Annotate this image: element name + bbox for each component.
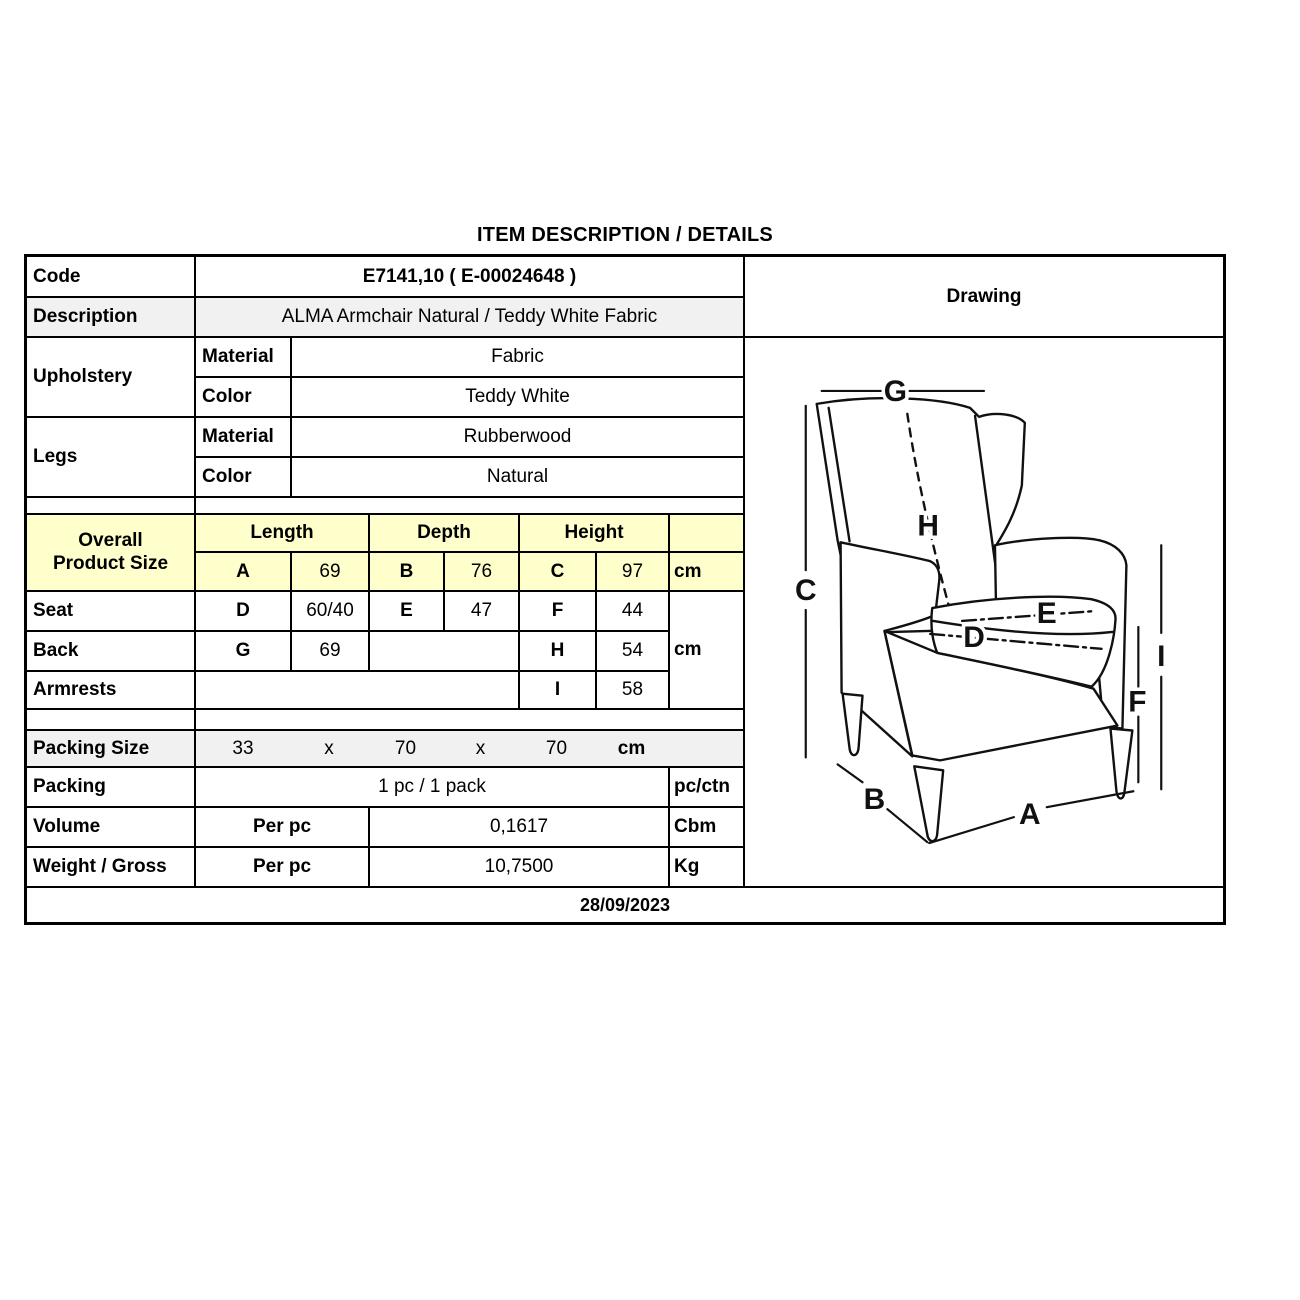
spacer-cell	[196, 710, 745, 731]
chair-leg-front	[914, 766, 943, 841]
volume-value: 0,1617	[370, 808, 670, 848]
code-label: Code	[27, 257, 196, 298]
legs-material-label: Material	[196, 418, 292, 458]
drawing-label-e: E	[1036, 596, 1057, 630]
drawing-label-d: D	[963, 620, 985, 654]
empty-unit-header	[670, 515, 745, 553]
packing-sep2: x	[475, 737, 486, 759]
seat-label: Seat	[27, 592, 196, 632]
legs-label: Legs	[27, 418, 196, 498]
drawing-label-f: F	[1128, 685, 1147, 719]
drawing-header: Drawing	[745, 257, 1223, 338]
dim-value-a: 69	[292, 553, 370, 592]
dim-letter-e: E	[370, 592, 445, 632]
drawing-label-c: C	[794, 574, 817, 608]
height-header: Height	[520, 515, 670, 553]
upholstery-label: Upholstery	[27, 338, 196, 418]
dim-value-c: 97	[597, 553, 670, 592]
dim-value-f: 44	[597, 592, 670, 632]
volume-label: Volume	[27, 808, 196, 848]
dim-letter-a: A	[196, 553, 292, 592]
packing-label: Packing	[27, 768, 196, 808]
packing-dim-unit: cm	[617, 737, 646, 759]
drawing-label-b: B	[863, 783, 886, 817]
dim-value-g: 69	[292, 632, 370, 672]
legs-color-value: Natural	[292, 458, 745, 498]
drawing-label-a: A	[1019, 798, 1041, 832]
dim-letter-f: F	[520, 592, 597, 632]
drawing-label-i: I	[1157, 639, 1166, 673]
chair-leg-right	[1110, 729, 1132, 799]
empty-cell	[370, 632, 520, 672]
date-value: 28/09/2023	[579, 894, 671, 915]
empty-cell	[196, 672, 520, 710]
legs-material-value: Rubberwood	[292, 418, 745, 458]
packing-dim3: 70	[545, 737, 568, 759]
dim-letter-i: I	[520, 672, 597, 710]
overall-size-label-line1: Overall	[78, 530, 143, 552]
armchair-drawing	[745, 338, 1221, 886]
armrests-label: Armrests	[27, 672, 196, 710]
packing-value: 1 pc / 1 pack	[196, 768, 670, 808]
volume-unit: Cbm	[670, 808, 745, 848]
code-value: E7141,10 ( E-00024648 )	[196, 257, 745, 298]
upholstery-material-value: Fabric	[292, 338, 745, 378]
upholstery-color-value: Teddy White	[292, 378, 745, 418]
packing-sep1: x	[324, 737, 334, 759]
overall-size-label-line2: Product Size	[52, 552, 169, 574]
packing-dim2: 70	[394, 737, 417, 759]
packing-size-value	[196, 731, 745, 768]
spacer-cell	[196, 498, 745, 515]
legs-color-label: Color	[196, 458, 292, 498]
overall-unit: cm	[670, 553, 745, 592]
volume-per: Per pc	[196, 808, 370, 848]
dim-value-h: 54	[597, 632, 670, 672]
description-value: ALMA Armchair Natural / Teddy White Fabric	[196, 298, 745, 338]
dim-value-b: 76	[445, 553, 520, 592]
packing-unit: pc/ctn	[670, 768, 745, 808]
dim-value-e: 47	[445, 592, 520, 632]
detail-unit: cm	[670, 592, 745, 710]
dim-letter-c: C	[520, 553, 597, 592]
weight-value: 10,7500	[370, 848, 670, 888]
overall-size-label	[27, 515, 196, 592]
upholstery-color-label: Color	[196, 378, 292, 418]
length-header: Length	[196, 515, 370, 553]
page-title: ITEM DESCRIPTION / DETAILS	[477, 224, 773, 246]
dim-letter-h: H	[520, 632, 597, 672]
drawing-label-g: G	[883, 374, 907, 408]
chair-leg-left	[843, 694, 863, 755]
spacer-cell	[27, 710, 196, 731]
back-label: Back	[27, 632, 196, 672]
spacer-cell	[27, 498, 196, 515]
dim-letter-g: G	[196, 632, 292, 672]
spec-table	[24, 254, 1226, 925]
upholstery-material-label: Material	[196, 338, 292, 378]
weight-label: Weight / Gross	[27, 848, 196, 888]
drawing-label-h: H	[917, 509, 940, 543]
description-label: Description	[27, 298, 196, 338]
depth-header: Depth	[370, 515, 520, 553]
dim-letter-b: B	[370, 553, 445, 592]
packing-dim1: 33	[232, 737, 254, 759]
dim-letter-d: D	[196, 592, 292, 632]
dim-value-i: 58	[597, 672, 670, 710]
weight-unit: Kg	[670, 848, 745, 888]
weight-per: Per pc	[196, 848, 370, 888]
drawing-pane	[745, 338, 1223, 888]
dim-value-d: 60/40	[292, 592, 370, 632]
packing-size-label: Packing Size	[27, 731, 196, 768]
